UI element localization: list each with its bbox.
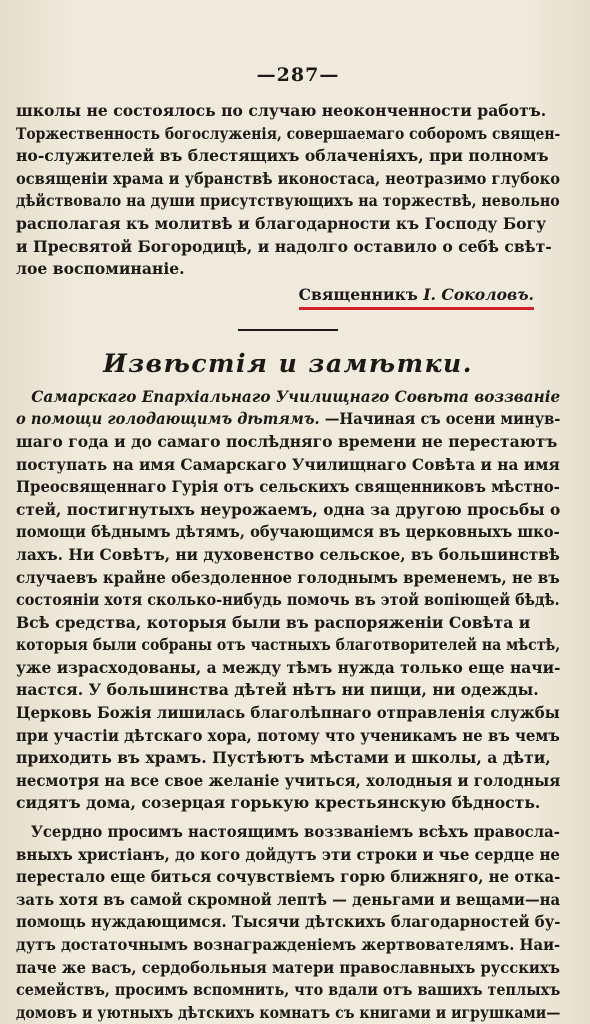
section-heading: Извѣстія и замѣтки. bbox=[103, 348, 473, 378]
text-line: случаевъ крайне обездоленное голоднымъ временемъ, не въ bbox=[16, 567, 560, 587]
text-line: семействъ, просимъ вспомнить, что вдали отъ вашихъ теплыхъ bbox=[16, 980, 561, 1000]
text-fragment: —Начиная съ осени минув- bbox=[324, 409, 561, 429]
text-line: стей, постигнутыхъ неурожаемъ, одна за другою просьбы о bbox=[16, 499, 561, 519]
text-line: Торжественность богослуженія, совершаемаго соборомъ священ- bbox=[16, 123, 561, 143]
text-line: лое воспоминаніе. bbox=[16, 259, 185, 279]
text-line: состояніи хотя сколько-нибудь помочь въ этой вопіющей бѣдѣ. bbox=[16, 590, 560, 610]
text-line: дѣйствовало на души присутствующихъ на торжествѣ, невольно bbox=[16, 191, 560, 211]
signature-name: І. Соколовъ. bbox=[423, 284, 534, 304]
text-line: и Пресвятой Богородицѣ, и надолго оставило о себѣ свѣт- bbox=[16, 236, 552, 256]
text-line: помощь нуждающимся. Тысячи дѣтскихъ благодарностей бу- bbox=[16, 912, 561, 932]
text-line: дутъ достаточнымъ вознагражденіемъ жертвователямъ. Наи- bbox=[16, 935, 561, 954]
text-line: домовъ и уютныхъ дѣтскихъ комнатъ съ книгами и игрушками— bbox=[16, 1002, 561, 1022]
article-lead-italic: Самарскаго Епархіальнаго Училищнаго Совѣта воззваніе bbox=[31, 386, 561, 406]
paragraph-appeal bbox=[16, 386, 560, 815]
paragraph-plea bbox=[16, 821, 560, 1024]
text-line: Всѣ средства, которыя были въ распоряженіи Совѣта и bbox=[16, 612, 531, 632]
text-line: несмотря на все свое желаніе учиться, холодныя и голодныя bbox=[16, 770, 561, 790]
article-lead-italic: о помощи голодающимъ дѣтямъ. bbox=[16, 409, 320, 429]
text-line: вныхъ христіанъ, до кого дойдутъ эти строки и чье сердце не bbox=[16, 844, 560, 864]
text-line: но-служителей въ блестящихъ облаченіяхъ, при полномъ bbox=[16, 146, 549, 166]
signature-title: Священникъ bbox=[298, 284, 418, 304]
text-line: освященіи храма и убранствѣ иконостаса, неотразимо глубоко bbox=[16, 168, 560, 188]
text-line: лахъ. Ни Совѣтъ, ни духовенство сельское, въ большинствѣ bbox=[16, 544, 560, 564]
text-fragment: Усердно просимъ настоящимъ воззваніемъ всѣхъ правосла- bbox=[30, 822, 560, 842]
text-line: при участіи дѣтскаго хора, потому что ученикамъ не въ чемъ bbox=[16, 725, 560, 745]
text-line: шаго года и до самаго послѣдняго времени не перестаютъ bbox=[16, 431, 558, 451]
text-line: школы не состоялось по случаю неоконченности работъ. bbox=[16, 101, 547, 120]
paragraph-ceremony bbox=[16, 100, 560, 281]
text-line: перестало еще биться сочувствіемъ горю ближняго, не отка- bbox=[16, 867, 561, 887]
text-line: поступать на имя Самарскаго Училищнаго Совѣта и на имя bbox=[16, 454, 560, 474]
signature-underlined bbox=[299, 285, 534, 310]
text-line bbox=[16, 386, 561, 409]
text-line: паче же васъ, сердобольныя матери православныхъ русскихъ bbox=[16, 957, 561, 977]
signature bbox=[16, 283, 560, 307]
text-line: которыя были собраны отъ частныхъ благотворителей на мѣстѣ, bbox=[16, 635, 561, 655]
text-line: сидятъ дома, созерцая горькую крестьянскую бѣдность. bbox=[16, 793, 541, 813]
text-line: помощи бѣднымъ дѣтямъ, обучающимся въ церковныхъ шко- bbox=[16, 522, 560, 542]
text-line: уже израсходованы, а между тѣмъ нужда только еще начи- bbox=[16, 657, 561, 677]
text-line bbox=[16, 821, 560, 844]
text-line: располагая къ молитвѣ и благодарности къ Господу Богу bbox=[16, 213, 547, 233]
text-line: Преосвященнаго Гурія отъ сельскихъ священниковъ мѣстно- bbox=[16, 477, 560, 497]
text-line: приходить въ храмъ. Пустѣютъ мѣстами и школы, а дѣти, bbox=[16, 748, 551, 768]
text-line: зать хотя въ самой скромной лептѣ — деньгами и вещами—на bbox=[16, 889, 561, 909]
text-line bbox=[16, 408, 561, 431]
section-divider bbox=[238, 329, 338, 331]
text-line: Церковь Божія лишилась благолѣпнаго отправленія службы bbox=[16, 703, 560, 723]
page-number: —287— bbox=[256, 64, 340, 86]
text-line: настся. У большинства дѣтей нѣтъ ни пищи, ни одежды. bbox=[16, 680, 539, 700]
